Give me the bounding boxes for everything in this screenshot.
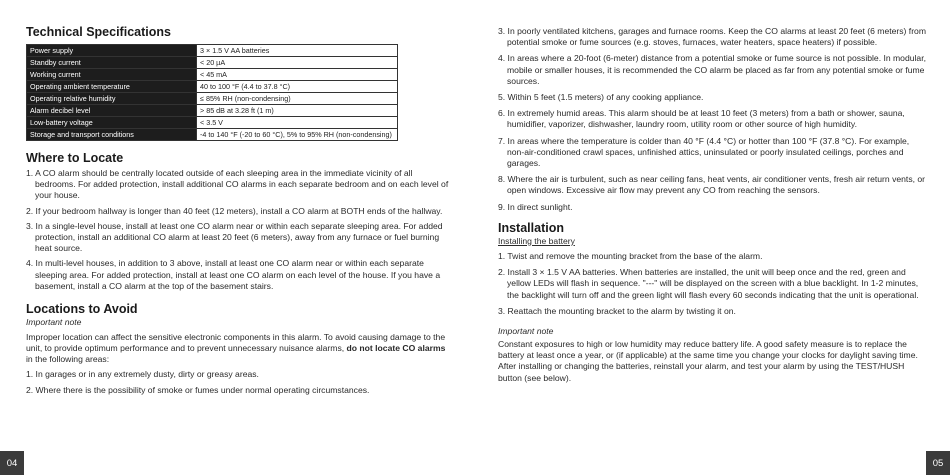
avoid-item: 5. Within 5 feet (1.5 meters) of any cooking appliance.: [498, 92, 704, 103]
avoid-item: 4. In areas where a 20-foot (6-meter) distance from a potential smoke or fume source is not possible. In modular, mobile or smaller houses, it is recommended the CO alarm be placed as far from any potential smoke or fume sources.: [498, 53, 926, 86]
avoid-intro-tail: in the following areas:: [26, 354, 110, 365]
avoid-important-note: Important note: [26, 317, 82, 328]
avoid-title: Locations to Avoid: [26, 302, 138, 317]
spec-label: Power supply: [27, 45, 197, 57]
spec-label: Storage and transport conditions: [27, 129, 197, 141]
avoid-item: 2. Where there is the possibility of smoke or fumes under normal operating circumstances.: [26, 384, 370, 395]
page-number-right: 05: [926, 451, 950, 475]
where-item: 3. In a single-level house, install at least one CO alarm near or within each separate sleeping area. For added protection, install an additional CO alarm at least 20 feet (6 meters), away from any furnace or fuel burning heat source.: [26, 220, 443, 254]
page-number-left: 04: [0, 451, 24, 475]
spec-value: < 20 µA: [197, 57, 398, 69]
avoid-intro-bold: do not locate CO alarms: [346, 343, 446, 354]
spec-row: [27, 129, 398, 141]
where-item: 2. If your bedroom hallway is longer than 40 feet (12 meters), install a CO alarm at BOTH ends of the hallway.: [26, 205, 443, 216]
spec-row: [27, 69, 398, 81]
spec-title: Technical Specifications: [26, 25, 171, 39]
right-page: [498, 0, 926, 384]
spec-value: < 3.5 V: [197, 117, 398, 129]
spec-value: 40 to 100 °F (4.4 to 37.8 °C): [197, 81, 398, 93]
install-list: [498, 251, 926, 317]
install-item: 1. Twist and remove the mounting bracket from the base of the alarm.: [498, 251, 763, 262]
avoid-list-continued: [498, 26, 926, 213]
avoid-intro: [26, 332, 454, 366]
avoid-item: 1. In garages or in any extremely dusty, dirty or greasy areas.: [26, 368, 259, 379]
avoid-intro-text: Improper location can affect the sensitive electronic components in this alarm. To avoid causing damage to the unit, to provide optimum performance and to prevent unnecessary nuisance alarms,: [26, 332, 446, 354]
spec-value: < 45 mA: [197, 69, 398, 81]
install-important-note: Important note: [498, 326, 554, 337]
where-title: Where to Locate: [26, 151, 124, 165]
spec-row: [27, 45, 398, 57]
avoid-item: 8. Where the air is turbulent, such as near ceiling fans, heat vents, air conditioner vents, fresh air return vents, or open windows. Excessive air flow may prevent any CO from reaching the sensors.: [498, 174, 926, 196]
spec-label: Standby current: [27, 57, 197, 69]
spec-value: -4 to 140 °F (-20 to 60 °C), 5% to 95% RH (non-condensing): [197, 129, 398, 141]
spec-row: [27, 81, 398, 93]
spec-row: [27, 93, 398, 105]
spec-row: [27, 57, 398, 69]
spec-label: Low-battery voltage: [27, 117, 197, 129]
avoid-item: 3. In poorly ventilated kitchens, garages and furnace rooms. Keep the CO alarms at least 20 feet (6 meters) from potential smoke or fume sources (e.g. stoves, furnaces, water heaters, space heaters) if possible.: [498, 26, 926, 48]
where-list: [26, 168, 454, 292]
left-page: [26, 0, 454, 396]
spec-row: [27, 117, 398, 129]
spec-value: ≤ 85% RH (non-condensing): [197, 93, 398, 105]
install-note-text: Constant exposures to high or low humidity may reduce battery life. A good safety measure is to replace the battery at least once a year, or (if applicable) at the same time you change your clocks for daylight saving time. After installing or changing the batteries, reinstall your alarm, and test your alarm by using the TEST/HUSH button (see below).: [498, 339, 918, 383]
avoid-item: 6. In extremely humid areas. This alarm should be at least 10 feet (3 meters) from a bath or shower, sauna, humidifier, vaporizer, dishwasher, laundry room, utility room or other source of high humidity.: [498, 108, 905, 130]
spec-table: [26, 44, 398, 141]
install-subtitle: Installing the battery: [498, 235, 575, 246]
avoid-item: 9. In direct sunlight.: [498, 201, 573, 212]
spec-label: Operating ambient temperature: [27, 81, 197, 93]
spec-value: > 85 dB at 3.28 ft (1 m): [197, 105, 398, 117]
install-item: 2. Install 3 × 1.5 V AA batteries. When batteries are installed, the unit will beep once and the red, green and yellow LEDs will flash in sequence. "---" will be displayed on the screen with a blue backlight. In 1-2 minutes, the backlight will turn off and the green light will flash every 60 seconds indicating that the unit is operational.: [498, 267, 919, 300]
where-item: 4. In multi-level houses, in addition to 3 above, install at least one CO alarm near or within each separate sleeping area. For added protection, install at least one CO alarm on each level of the house. If you have a basement, install a CO alarm at the top of the basement stairs.: [26, 258, 441, 291]
spec-value: 3 × 1.5 V AA batteries: [197, 45, 398, 57]
install-title: Installation: [498, 220, 564, 235]
spec-label: Working current: [27, 69, 197, 81]
spec-row: [27, 105, 398, 117]
spec-label: Operating relative humidity: [27, 93, 197, 105]
install-item: 3. Reattach the mounting bracket to the alarm by twisting it on.: [498, 305, 736, 316]
spec-label: Alarm decibel level: [27, 105, 197, 117]
avoid-item: 7. In areas where the temperature is colder than 40 °F (4.4 °C) or hotter than 100 °F (37.8 °C). For example, non-air-conditioned crawl spaces, unfinished attics, uninsulated or poorly insulated ceilings, porches and garages.: [498, 135, 910, 169]
where-item: 1. A CO alarm should be centrally located outside of each sleeping area in the immediate vicinity of all bedrooms. For added protection, install additional CO alarms in each separate bedroom and on each level of your house.: [26, 168, 449, 201]
